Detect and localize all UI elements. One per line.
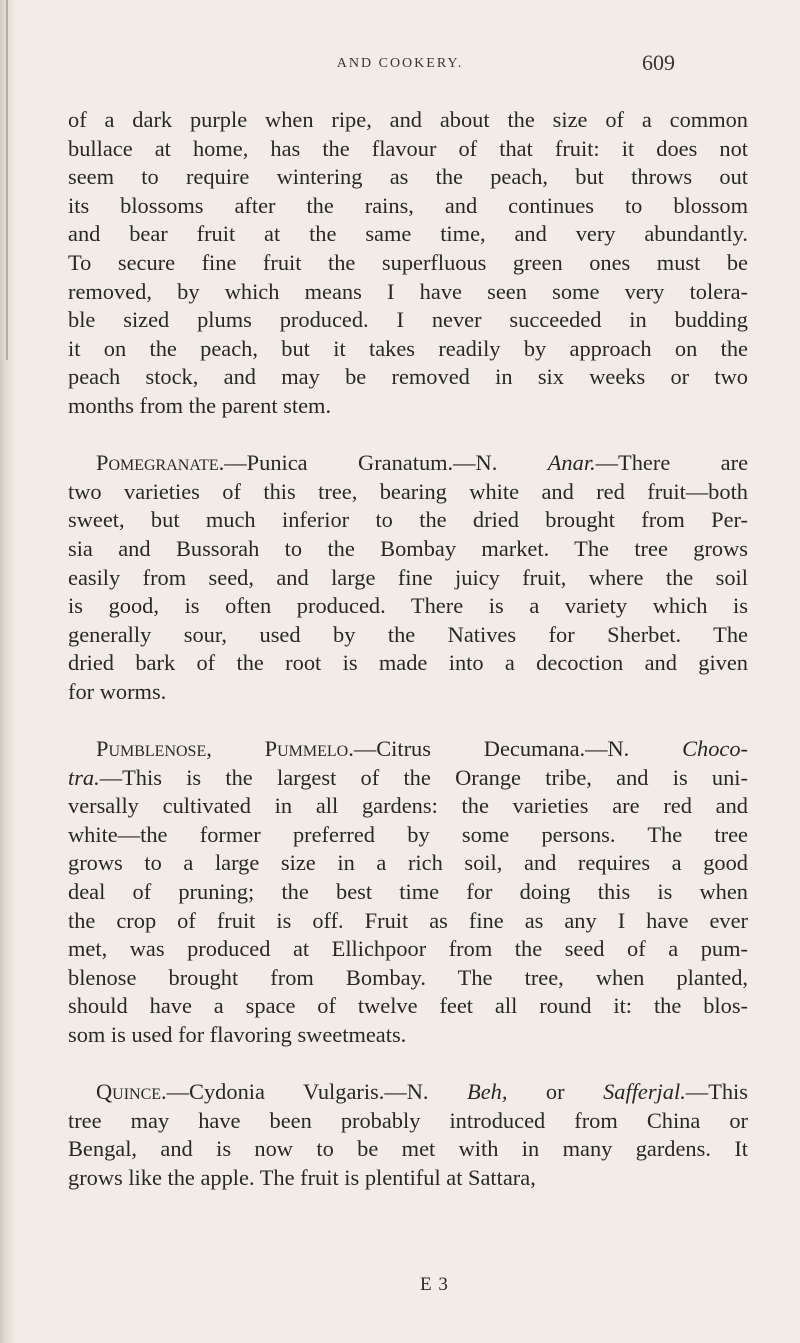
text-line: sia and Bussorah to the Bombay market. The tree grows [68, 535, 748, 561]
page-binding-edge [6, 0, 8, 360]
text-line: grows like the apple. The fruit is plentiful at Sattara, [68, 1164, 536, 1190]
paragraph-quince [68, 1078, 748, 1192]
text-line: for worms. [68, 678, 167, 704]
text-line: grows to a large size in a rich soil, and requires a good [68, 850, 748, 876]
text-line [68, 735, 748, 764]
text-line: bullace at home, has the flavour of that fruit: it does not [68, 135, 748, 161]
text-run: or [507, 1079, 604, 1105]
paragraph-pumblenose [68, 735, 748, 1050]
text-line: should have a space of twelve feet all round it: the blos- [68, 993, 748, 1019]
entry-heading: Pomegranate. [96, 450, 225, 476]
text-line: its blossoms after the rains, and continues to blossom [68, 192, 748, 218]
text-line [68, 449, 748, 478]
text-line: To secure fine fruit the superfluous green ones must be [68, 249, 748, 275]
text-line: Bengal, and is now to be met with in many gardens. It [68, 1136, 748, 1162]
body-text [68, 106, 748, 1193]
botanical-name: —Punica Granatum.—N. [224, 450, 548, 476]
native-name: Safferjal. [603, 1079, 686, 1105]
text-run: —This [685, 1079, 748, 1105]
text-line: dried bark of the root is made into a decoction and given [68, 650, 748, 676]
text-run: —There are [595, 450, 749, 476]
text-line: generally sour, used by the Natives for Sherbet. The [68, 621, 748, 647]
text-line: som is used for flavoring sweetmeats. [68, 1022, 407, 1047]
text-line: white—the former preferred by some persons. The tree [68, 821, 748, 847]
text-line: met, was produced at Ellichpoor from the seed of a pum- [68, 936, 748, 962]
text-line: ble sized plums produced. I never succeeded in budding [68, 307, 748, 333]
text-line: it on the peach, but it takes readily by approach on the [68, 335, 748, 361]
text-line: blenose brought from Bombay. The tree, when planted, [68, 964, 748, 990]
text-line: easily from seed, and large fine juicy fruit, where the soil [68, 564, 748, 590]
signature-mark: E 3 [420, 1274, 449, 1295]
entry-heading: Pumblenose, Pummelo. [96, 736, 354, 762]
botanical-name: —Citrus Decumana.—N. [353, 736, 683, 762]
text-line [68, 1078, 748, 1107]
text-line: and bear fruit at the same time, and very abundantly. [68, 221, 748, 247]
native-name: Beh, [467, 1079, 508, 1105]
text-line [68, 764, 748, 793]
text-line: months from the parent stem. [68, 392, 332, 418]
text-line: peach stock, and may be removed in six weeks or two [68, 364, 748, 390]
text-line: the crop of fruit is off. Fruit as fine as any I have ever [68, 907, 748, 933]
text-line: removed, by which means I have seen some very tolera- [68, 278, 748, 304]
native-name-continued: tra. [68, 764, 100, 790]
native-name: Choco- [682, 736, 749, 762]
text-line: two varieties of this tree, bearing white and red fruit—both [68, 478, 748, 504]
text-line: of a dark purple when ripe, and about the size of a common [68, 107, 748, 132]
text-line: is good, is often produced. There is a variety which is [68, 593, 748, 619]
entry-heading: Quince. [96, 1079, 167, 1105]
text-line: seem to require wintering as the peach, but throws out [68, 164, 748, 190]
paragraph-plum-continuation [68, 106, 748, 421]
text-run: —This is the largest of the Orange tribe, and is uni- [99, 764, 748, 790]
text-line: sweet, but much inferior to the dried brought from Per- [68, 507, 748, 533]
running-head: AND COOKERY. [336, 56, 464, 71]
native-name: Anar. [547, 450, 596, 476]
paragraph-pomegranate [68, 449, 748, 706]
page-gutter-shadow [0, 0, 16, 1343]
text-line: versally cultivated in all gardens: the varieties are red and [68, 793, 748, 819]
page-number: 609 [642, 50, 675, 75]
botanical-name: —Cydonia Vulgaris.—N. [166, 1079, 468, 1105]
text-line: tree may have been probably introduced from China or [68, 1107, 748, 1133]
text-line: deal of pruning; the best time for doing this is when [68, 879, 748, 905]
